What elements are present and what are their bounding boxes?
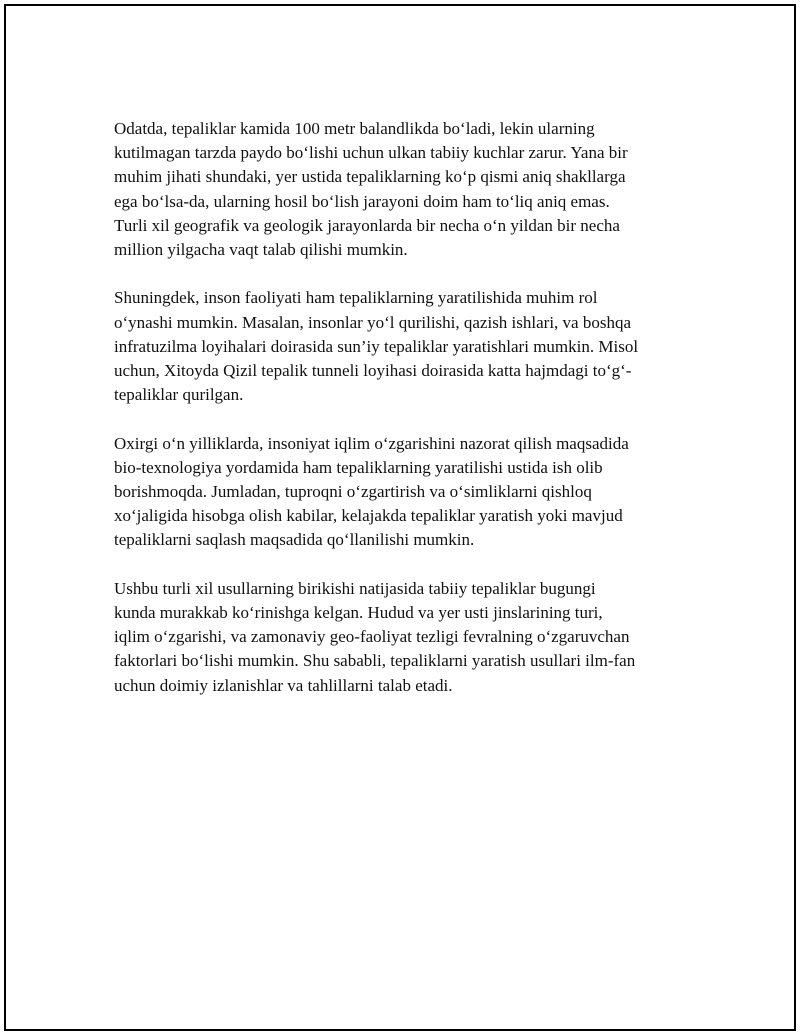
text-line: o‘ynashi mumkin. Masalan, insonlar yo‘l qurilishi, qazish ishlari, va boshqa bbox=[114, 312, 632, 332]
text-line: ega bo‘lsa-da, ularning hosil bo‘lish jarayoni doim ham to‘liq aniq emas. bbox=[114, 191, 610, 211]
text-line: xo‘jaligida hisobga olish kabilar, kelajakda tepaliklar yaratish yoki mavjud bbox=[114, 506, 623, 526]
text-line: million yilgacha vaqt talab qilishi mumkin. bbox=[114, 240, 408, 260]
text-line: iqlim o‘zgarishi, va zamonaviy geo-faoliyat tezligi fevralning o‘zgaruvchan bbox=[114, 627, 630, 647]
paragraph-4 bbox=[114, 577, 690, 698]
text-line: tepaliklarni saqlash maqsadida qo‘llanilishi mumkin. bbox=[114, 530, 475, 550]
text-line: tepaliklar qurilgan. bbox=[114, 385, 244, 405]
text-line: uchun, Xitoyda Qizil tepalik tunneli loyihasi doirasida katta hajmdagi to‘g‘- bbox=[114, 361, 632, 381]
text-line: Odatda, tepaliklar kamida 100 metr balandlikda bo‘ladi, lekin ularning bbox=[114, 119, 595, 138]
text-line: kunda murakkab ko‘rinishga kelgan. Hudud va yer usti jinslarining turi, bbox=[114, 603, 603, 623]
text-line: muhim jihati shundaki, yer ustida tepaliklarning ko‘p qismi aniq shakllarga bbox=[114, 167, 626, 187]
text-line: Shuningdek, inson faoliyati ham tepaliklarning yaratilishida muhim rol bbox=[114, 288, 598, 308]
text-line: Ushbu turli xil usullarning birikishi natijasida tabiiy tepaliklar bugungi bbox=[114, 578, 596, 598]
text-line: kutilmagan tarzda paydo bo‘lishi uchun ulkan tabiiy kuchlar zarur. Yana bir bbox=[114, 143, 628, 163]
paragraph-3 bbox=[114, 432, 690, 553]
text-line: Oxirgi o‘n yilliklarda, insoniyat iqlim o‘zgarishini nazorat qilish maqsadida bbox=[114, 433, 629, 453]
document-body bbox=[114, 117, 690, 722]
text-line: Turli xil geografik va geologik jarayonlarda bir necha o‘n yildan bir necha bbox=[114, 215, 620, 235]
text-line: bio-texnologiya yordamida ham tepaliklarning yaratilishi ustida ish olib bbox=[114, 457, 603, 477]
paragraph-1 bbox=[114, 117, 690, 262]
text-line: uchun doimiy izlanishlar va tahlillarni talab etadi. bbox=[114, 675, 453, 695]
text-line: borishmoqda. Jumladan, tuproqni o‘zgartirish va o‘simliklarni qishloq bbox=[114, 482, 592, 502]
paragraph-2 bbox=[114, 286, 690, 407]
text-line: infratuzilma loyihalari doirasida sun’iy tepaliklar yaratishlari mumkin. Misol bbox=[114, 336, 639, 356]
text-line: faktorlari bo‘lishi mumkin. Shu sababli, tepaliklarni yaratish usullari ilm-fan bbox=[114, 651, 636, 671]
